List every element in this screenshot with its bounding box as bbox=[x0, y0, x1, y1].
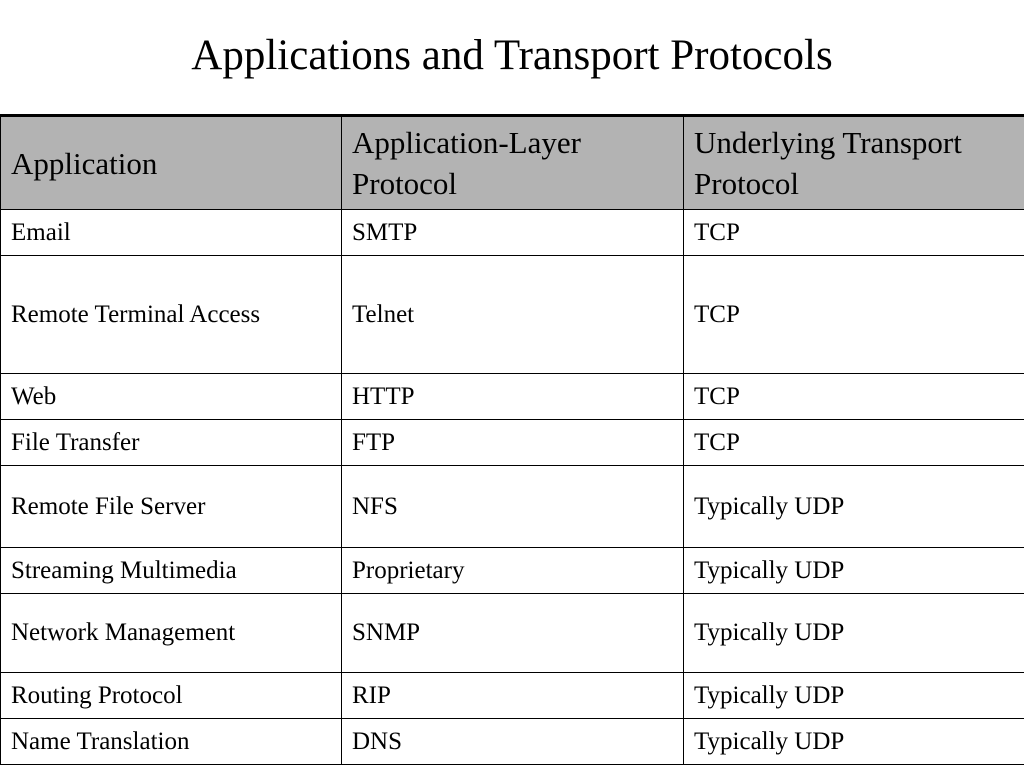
protocols-table bbox=[0, 114, 1024, 765]
cell-application: Remote Terminal Access bbox=[1, 256, 342, 374]
cell-transport-protocol: Typically UDP bbox=[684, 673, 1024, 719]
column-header-application: Application bbox=[1, 116, 342, 210]
table-row bbox=[1, 256, 1024, 374]
cell-transport-protocol: Typically UDP bbox=[684, 594, 1024, 673]
cell-application: Network Management bbox=[1, 594, 342, 673]
page-title: Applications and Transport Protocols bbox=[191, 32, 833, 79]
column-header-application-layer-protocol: Application-Layer Protocol bbox=[342, 116, 684, 210]
cell-application: Name Translation bbox=[1, 719, 342, 765]
cell-application: File Transfer bbox=[1, 420, 342, 466]
table-row bbox=[1, 420, 1024, 466]
table-row bbox=[1, 374, 1024, 420]
table-header-row bbox=[1, 116, 1024, 210]
cell-app-protocol: Telnet bbox=[342, 256, 684, 374]
cell-transport-protocol: TCP bbox=[684, 420, 1024, 466]
cell-app-protocol: FTP bbox=[342, 420, 684, 466]
cell-app-protocol: SMTP bbox=[342, 210, 684, 256]
table-row bbox=[1, 594, 1024, 673]
cell-application: Remote File Server bbox=[1, 466, 342, 548]
cell-transport-protocol: Typically UDP bbox=[684, 548, 1024, 594]
cell-application: Email bbox=[1, 210, 342, 256]
table-row bbox=[1, 210, 1024, 256]
table-row bbox=[1, 673, 1024, 719]
cell-app-protocol: NFS bbox=[342, 466, 684, 548]
cell-transport-protocol: Typically UDP bbox=[684, 466, 1024, 548]
cell-app-protocol: HTTP bbox=[342, 374, 684, 420]
table-row bbox=[1, 548, 1024, 594]
cell-app-protocol: SNMP bbox=[342, 594, 684, 673]
column-header-transport-protocol: Underlying Transport Protocol bbox=[684, 116, 1024, 210]
cell-application: Streaming Multimedia bbox=[1, 548, 342, 594]
cell-app-protocol: Proprietary bbox=[342, 548, 684, 594]
cell-app-protocol: RIP bbox=[342, 673, 684, 719]
table-row bbox=[1, 466, 1024, 548]
table-row bbox=[1, 719, 1024, 765]
cell-application: Routing Protocol bbox=[1, 673, 342, 719]
cell-application: Web bbox=[1, 374, 342, 420]
cell-app-protocol: DNS bbox=[342, 719, 684, 765]
cell-transport-protocol: Typically UDP bbox=[684, 719, 1024, 765]
cell-transport-protocol: TCP bbox=[684, 374, 1024, 420]
cell-transport-protocol: TCP bbox=[684, 256, 1024, 374]
cell-transport-protocol: TCP bbox=[684, 210, 1024, 256]
